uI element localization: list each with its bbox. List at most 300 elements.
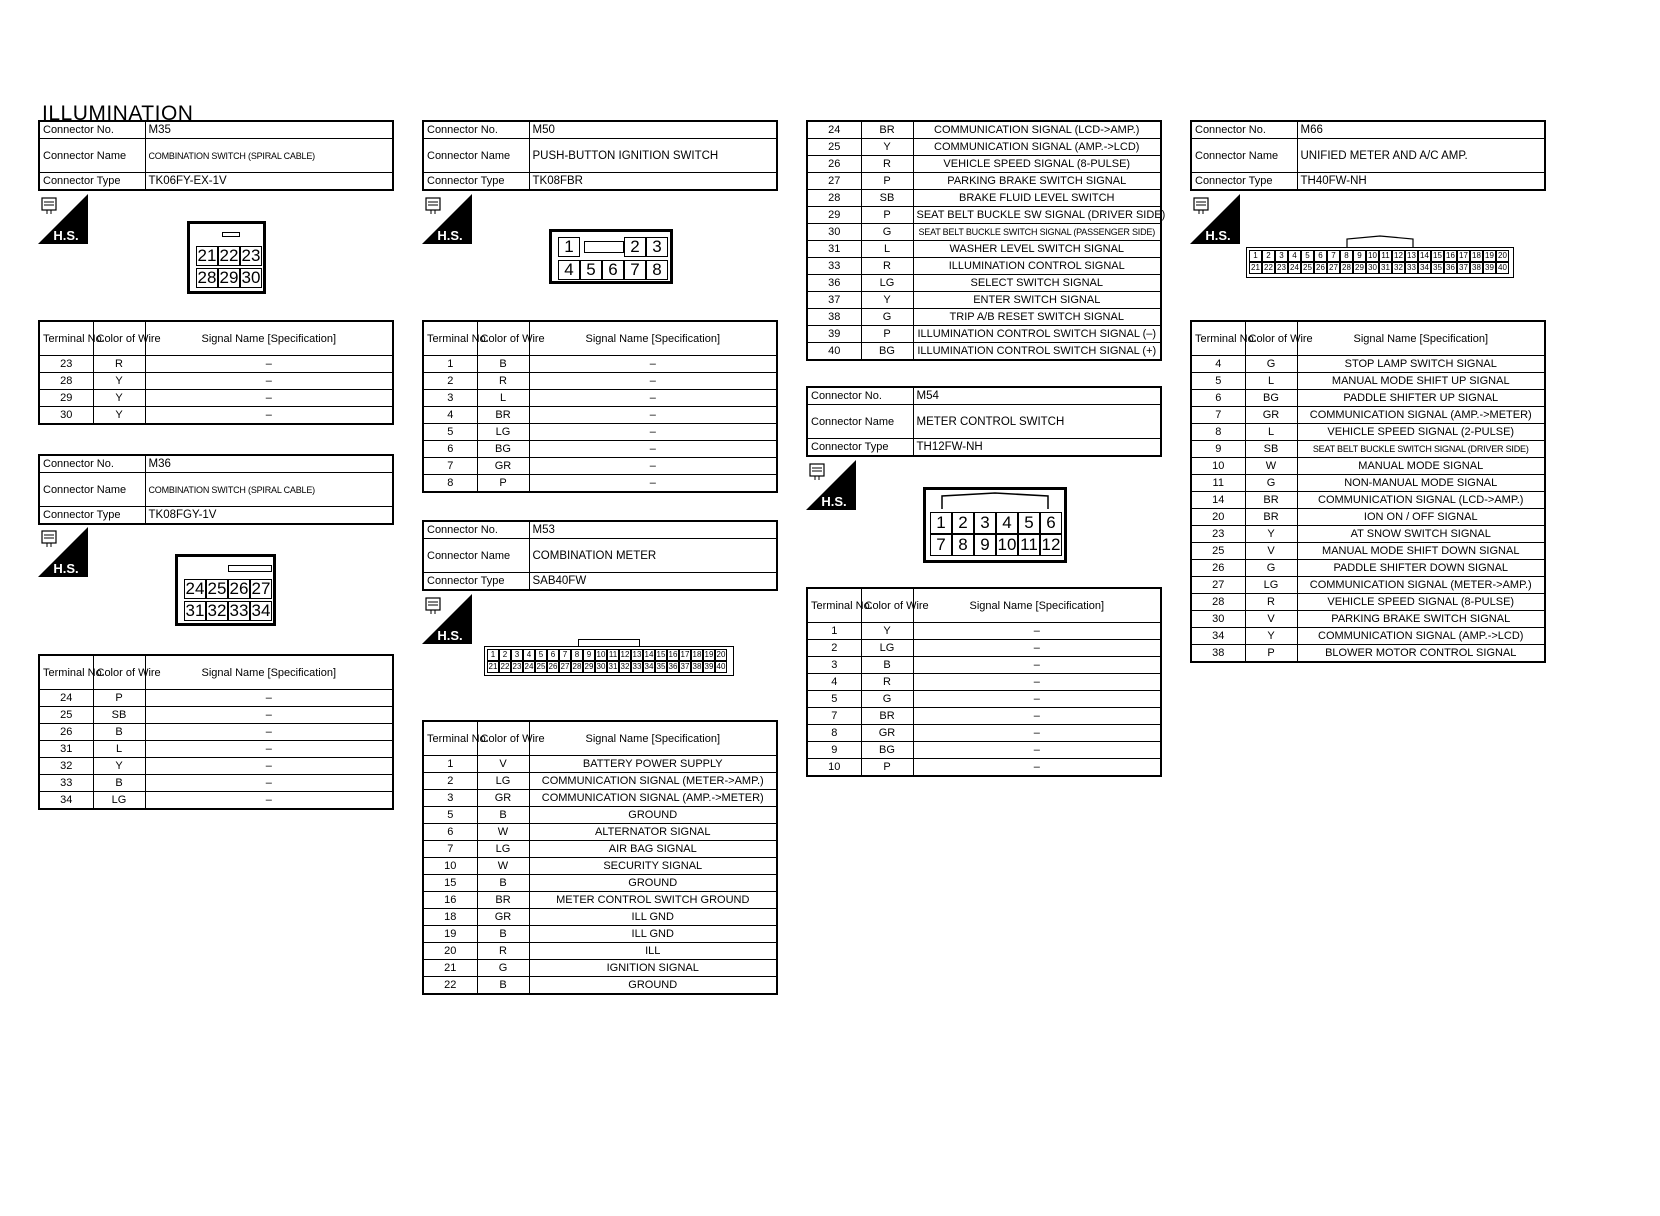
table-row [807,725,1161,742]
svg-text:H.S.: H.S. [1205,228,1231,243]
terminal-no-cell: 5 [423,807,477,824]
pin: 22 [219,246,239,265]
table-row [423,475,777,493]
pin: 22 [500,662,510,671]
pin: 4 [523,649,535,661]
connector-info-m66 [1190,120,1546,191]
pin: 38 [692,662,702,671]
signal-name-cell: PADDLE SHIFTER UP SIGNAL [1297,390,1545,407]
pin: 35 [1431,262,1444,274]
pin: 3 [511,649,523,661]
pin: 3 [1275,250,1288,262]
terminal-no-cell: 9 [1191,441,1245,458]
wire-color-cell: SB [93,707,145,724]
pin: 21 [488,662,498,671]
signal-name-cell: GROUND [529,977,777,995]
pin: 19 [704,650,714,659]
pin: 34 [251,601,271,620]
terminal-no-cell: 8 [1191,424,1245,441]
table-row [39,724,393,741]
connector-name-label: Connector Name [1191,139,1297,173]
pin: 29 [584,662,594,671]
table-row [1191,509,1545,526]
terminal-no-cell: 20 [1191,509,1245,526]
wire-color-cell: L [93,741,145,758]
terminal-table-m53 [422,720,778,995]
table-row [39,390,393,407]
pin: 2 [624,237,646,257]
pin: 40 [1496,262,1509,274]
terminal-no-cell: 25 [39,707,93,724]
connector-lock [228,565,272,572]
pin: 7 [930,534,952,556]
pin: 6 [1040,512,1062,534]
table-row [807,309,1161,326]
wire-color-cell: GR [477,790,529,807]
terminal-no-cell: 4 [423,407,477,424]
terminal-no-header: Terminal No. [807,588,861,623]
wire-color-cell: P [861,759,913,777]
pin: 33 [632,662,642,671]
wire-color-cell: V [477,756,529,773]
table-row [807,623,1161,640]
terminal-no-cell: 7 [807,708,861,725]
pin: 10 [1366,250,1379,262]
terminal-no-cell: 2 [807,640,861,657]
wire-color-cell: BG [477,441,529,458]
signal-name-cell: – [145,792,393,810]
connector-no-value: M54 [913,387,1161,405]
table-row [1191,441,1545,458]
pin: 5 [580,260,602,280]
color-of-wire-header: Color of Wire [93,321,145,356]
table-row [1191,611,1545,628]
pin: 13 [632,650,642,659]
connector-type-label: Connector Type [423,173,529,191]
pin: 11 [1379,250,1392,262]
pin: 40 [716,662,726,671]
signal-name-cell: SEAT BELT BUCKLE SW SIGNAL (DRIVER SIDE) [913,207,1161,224]
terminal-no-cell: 23 [39,356,93,373]
signal-name-cell: SEAT BELT BUCKLE SWITCH SIGNAL (PASSENGER SIDE) [913,224,1161,241]
terminal-no-cell: 34 [39,792,93,810]
wire-color-cell: BG [1245,390,1297,407]
signal-name-cell: IGNITION SIGNAL [529,960,777,977]
terminal-no-cell: 8 [423,475,477,493]
signal-name-cell: ENTER SWITCH SIGNAL [913,292,1161,309]
signal-name-cell: – [145,707,393,724]
table-row [1191,645,1545,663]
harness-side-icon [422,194,472,244]
terminal-no-cell: 6 [423,441,477,458]
pin: 9 [583,649,595,661]
signal-name-cell: – [529,390,777,407]
signal-name-cell: VEHICLE SPEED SIGNAL (8-PULSE) [1297,594,1545,611]
connector-no-value: M36 [145,455,393,473]
pin: 12 [620,650,630,659]
pin: 19 [1483,250,1496,262]
connector-info-m36 [38,454,394,525]
table-row [1191,390,1545,407]
terminal-table-m54 [806,587,1162,777]
table-row [39,792,393,810]
pin: 30 [241,268,261,287]
wire-color-cell: G [477,960,529,977]
signal-name-header: Signal Name [Specification] [913,588,1161,623]
connector-lock [1347,236,1413,248]
wire-color-cell: G [861,309,913,326]
pin: 8 [571,649,583,661]
color-of-wire-header: Color of Wire [93,655,145,690]
terminal-no-cell: 15 [423,875,477,892]
terminal-no-cell: 7 [423,841,477,858]
table-row [39,741,393,758]
connector-no-label: Connector No. [39,455,145,473]
wire-color-cell: B [477,875,529,892]
terminal-no-cell: 6 [1191,390,1245,407]
pin: 14 [1418,250,1431,262]
pin: 32 [620,662,630,671]
signal-name-cell: – [529,356,777,373]
pin: 6 [1314,250,1327,262]
pin: 5 [1018,512,1040,534]
signal-name-cell: COMMUNICATION SIGNAL (LCD->AMP.) [913,121,1161,139]
terminal-no-cell: 29 [807,207,861,224]
pin: 22 [1262,262,1275,274]
terminal-table-m53-continued [806,120,1166,361]
table-row [1191,543,1545,560]
terminal-no-cell: 1 [807,623,861,640]
table-row [1191,407,1545,424]
connector-lock [584,241,624,253]
pin: 8 [1340,250,1353,262]
terminal-no-cell: 7 [1191,407,1245,424]
pin: 16 [1444,250,1457,262]
wire-color-cell: V [1245,543,1297,560]
connector-no-label: Connector No. [423,121,529,139]
signal-name-cell: – [529,424,777,441]
pin: 24 [1288,262,1301,274]
table-row [807,657,1161,674]
terminal-no-cell: 34 [1191,628,1245,645]
wire-color-cell: GR [861,725,913,742]
terminal-no-cell: 10 [423,858,477,875]
table-row [807,759,1161,777]
connector-name-label: Connector Name [39,473,145,507]
signal-name-cell: GROUND [529,875,777,892]
pin: 2 [952,512,974,534]
pin: 24 [524,662,534,671]
connector-type-value: TH12FW-NH [913,439,1161,457]
connector-lock [578,639,640,647]
connector-name-label: Connector Name [423,539,529,573]
pin: 23 [512,662,522,671]
wire-color-cell: G [1245,475,1297,492]
connector-type-label: Connector Type [807,439,913,457]
connector-info-m35 [38,120,394,191]
table-row [39,356,393,373]
signal-name-cell: PARKING BRAKE SWITCH SIGNAL [1297,611,1545,628]
table-row [807,156,1161,173]
signal-name-cell: BLOWER MOTOR CONTROL SIGNAL [1297,645,1545,663]
signal-name-cell: SECURITY SIGNAL [529,858,777,875]
terminal-no-header: Terminal No. [423,321,477,356]
table-row [807,258,1161,275]
signal-name-cell: METER CONTROL SWITCH GROUND [529,892,777,909]
wire-color-cell: G [861,691,913,708]
wire-color-cell: B [93,724,145,741]
terminal-no-cell: 24 [807,121,861,139]
signal-name-cell: COMMUNICATION SIGNAL (AMP.->LCD) [913,139,1161,156]
table-row [423,424,777,441]
pin: 24 [185,579,205,598]
wire-color-cell: G [1245,356,1297,373]
connector-name-label: Connector Name [39,139,145,173]
pin: 28 [1340,262,1353,274]
harness-side-icon [38,194,88,244]
pin: 36 [1444,262,1457,274]
table-row [423,926,777,943]
table-row [39,707,393,724]
table-row [39,690,393,707]
table-row [807,292,1161,309]
signal-name-cell: COMMUNICATION SIGNAL (AMP.->LCD) [1297,628,1545,645]
table-row [423,356,777,373]
pin: 16 [668,650,678,659]
wire-color-cell: GR [1245,407,1297,424]
pin: 28 [572,662,582,671]
svg-text:H.S.: H.S. [437,228,463,243]
wire-color-cell: W [1245,458,1297,475]
connector-type-label: Connector Type [39,173,145,191]
signal-name-cell: – [145,724,393,741]
connector-no-value: M35 [145,121,393,139]
page-title: ILLUMINATION [42,102,194,125]
wire-color-cell: LG [477,424,529,441]
pin: 18 [1470,250,1483,262]
pin: 18 [692,650,702,659]
pin: 32 [207,601,227,620]
connector-name-value: PUSH-BUTTON IGNITION SWITCH [529,139,777,173]
color-of-wire-header: Color of Wire [861,588,913,623]
table-row [807,326,1161,343]
terminal-no-cell: 8 [807,725,861,742]
pin: 15 [656,650,666,659]
terminal-no-cell: 5 [423,424,477,441]
pin: 14 [644,650,654,659]
terminal-table-m50 [422,320,778,493]
terminal-no-cell: 2 [423,773,477,790]
signal-name-cell: – [913,725,1161,742]
color-of-wire-header: Color of Wire [477,321,529,356]
wire-color-cell: SB [861,190,913,207]
terminal-no-cell: 26 [39,724,93,741]
terminal-no-cell: 26 [1191,560,1245,577]
pin: 27 [560,662,570,671]
pin: 1 [487,649,499,661]
signal-name-cell: – [145,690,393,707]
terminal-no-cell: 4 [807,674,861,691]
signal-name-cell: WASHER LEVEL SWITCH SIGNAL [913,241,1161,258]
connector-type-value: TK08FGY-1V [145,507,393,525]
signal-name-cell: – [145,407,393,425]
table-row [423,943,777,960]
connector-name-value: COMBINATION SWITCH (SPIRAL CABLE) [145,473,393,507]
harness-side-icon [806,460,856,510]
signal-name-cell: AT SNOW SWITCH SIGNAL [1297,526,1545,543]
pin: 20 [716,650,726,659]
terminal-no-cell: 38 [1191,645,1245,663]
pin: 10 [997,535,1017,554]
terminal-no-cell: 39 [807,326,861,343]
table-row [807,121,1161,139]
table-row [807,224,1161,241]
signal-name-cell: ILL GND [529,926,777,943]
terminal-no-cell: 26 [807,156,861,173]
connector-type-value: TK06FY-EX-1V [145,173,393,191]
table-row [1191,373,1545,390]
wire-color-cell: R [93,356,145,373]
pin: 26 [229,579,249,598]
signal-name-cell: ION ON / OFF SIGNAL [1297,509,1545,526]
pin: 3 [646,237,668,257]
connector-no-value: M50 [529,121,777,139]
wire-color-cell: R [861,674,913,691]
table-row [423,977,777,995]
signal-name-cell: SEAT BELT BUCKLE SWITCH SIGNAL (DRIVER SIDE) [1297,441,1545,458]
wire-color-cell: R [861,156,913,173]
wire-color-cell: Y [93,373,145,390]
signal-name-cell: PARKING BRAKE SWITCH SIGNAL [913,173,1161,190]
wire-color-cell: R [477,373,529,390]
signal-name-cell: – [913,742,1161,759]
connector-info-m50 [422,120,778,191]
wire-color-cell: L [1245,424,1297,441]
terminal-no-cell: 9 [807,742,861,759]
wire-color-cell: P [861,326,913,343]
signal-name-cell: – [913,640,1161,657]
connector-type-value: TK08FBR [529,173,777,191]
wire-color-cell: B [93,775,145,792]
pin: 15 [1431,250,1444,262]
pin: 4 [996,512,1018,534]
table-row [1191,594,1545,611]
pin: 30 [596,662,606,671]
table-row [1191,424,1545,441]
table-row [807,241,1161,258]
connector-no-value: M53 [529,521,777,539]
pin: 31 [608,662,618,671]
pin: 9 [1353,250,1366,262]
wire-color-cell: Y [93,407,145,425]
connector-lock [942,492,1048,510]
terminal-no-cell: 29 [39,390,93,407]
table-row [423,807,777,824]
signal-name-cell: STOP LAMP SWITCH SIGNAL [1297,356,1545,373]
connector-diagram-m53 [484,646,734,676]
wire-color-cell: BR [1245,509,1297,526]
connector-diagram-m54 [923,487,1067,563]
terminal-no-cell: 11 [1191,475,1245,492]
wire-color-cell: L [1245,373,1297,390]
signal-name-cell: – [145,356,393,373]
wire-color-cell: Y [1245,628,1297,645]
table-row [807,674,1161,691]
terminal-table-m66 [1190,320,1546,663]
connector-type-value: SAB40FW [529,573,777,591]
wire-color-cell: Y [93,758,145,775]
signal-name-cell: ILL GND [529,909,777,926]
connector-name-label: Connector Name [807,405,913,439]
connector-name-value: COMBINATION SWITCH (SPIRAL CABLE) [145,139,393,173]
terminal-no-header: Terminal No. [39,655,93,690]
signal-name-cell: VEHICLE SPEED SIGNAL (2-PULSE) [1297,424,1545,441]
pin: 38 [1470,262,1483,274]
signal-name-cell: PADDLE SHIFTER DOWN SIGNAL [1297,560,1545,577]
signal-name-cell: – [913,623,1161,640]
signal-name-cell: COMMUNICATION SIGNAL (METER->AMP.) [529,773,777,790]
terminal-no-cell: 10 [807,759,861,777]
wire-color-cell: BR [477,892,529,909]
pin: 39 [704,662,714,671]
table-row [39,775,393,792]
signal-name-cell: MANUAL MODE SIGNAL [1297,458,1545,475]
terminal-no-cell: 28 [39,373,93,390]
table-row [807,207,1161,224]
pin: 27 [251,579,271,598]
terminal-no-cell: 20 [423,943,477,960]
pin: 4 [558,260,580,280]
pin: 26 [548,662,558,671]
table-row [423,960,777,977]
wire-color-cell: BR [861,121,913,139]
connector-diagram-m50 [549,229,673,284]
pin: 27 [1327,262,1340,274]
table-row [423,773,777,790]
signal-name-cell: – [145,373,393,390]
signal-name-cell: ILLUMINATION CONTROL SWITCH SIGNAL (–) [913,326,1161,343]
signal-name-cell: COMMUNICATION SIGNAL (METER->AMP.) [1297,577,1545,594]
pin: 34 [1418,262,1431,274]
connector-type-label: Connector Type [423,573,529,591]
wire-color-cell: SB [1245,441,1297,458]
color-of-wire-header: Color of Wire [477,721,529,756]
pin: 21 [1249,262,1262,274]
connector-no-label: Connector No. [1191,121,1297,139]
signal-name-cell: – [913,657,1161,674]
terminal-no-cell: 33 [39,775,93,792]
wire-color-cell: Y [1245,526,1297,543]
wire-color-cell: Y [861,292,913,309]
wire-color-cell: B [861,657,913,674]
wire-color-cell: GR [477,458,529,475]
table-row [1191,356,1545,373]
connector-name-label: Connector Name [423,139,529,173]
connector-diagram-m35 [187,221,266,294]
svg-text:H.S.: H.S. [821,494,847,509]
pin: 20 [1496,250,1509,262]
wire-color-cell: W [477,858,529,875]
terminal-no-cell: 14 [1191,492,1245,509]
connector-no-label: Connector No. [39,121,145,139]
pin: 21 [197,246,217,265]
terminal-no-cell: 22 [423,977,477,995]
signal-name-cell: – [913,674,1161,691]
pin: 17 [1457,250,1470,262]
terminal-table-m35 [38,320,394,425]
terminal-no-header: Terminal No. [39,321,93,356]
wire-color-cell: G [1245,560,1297,577]
